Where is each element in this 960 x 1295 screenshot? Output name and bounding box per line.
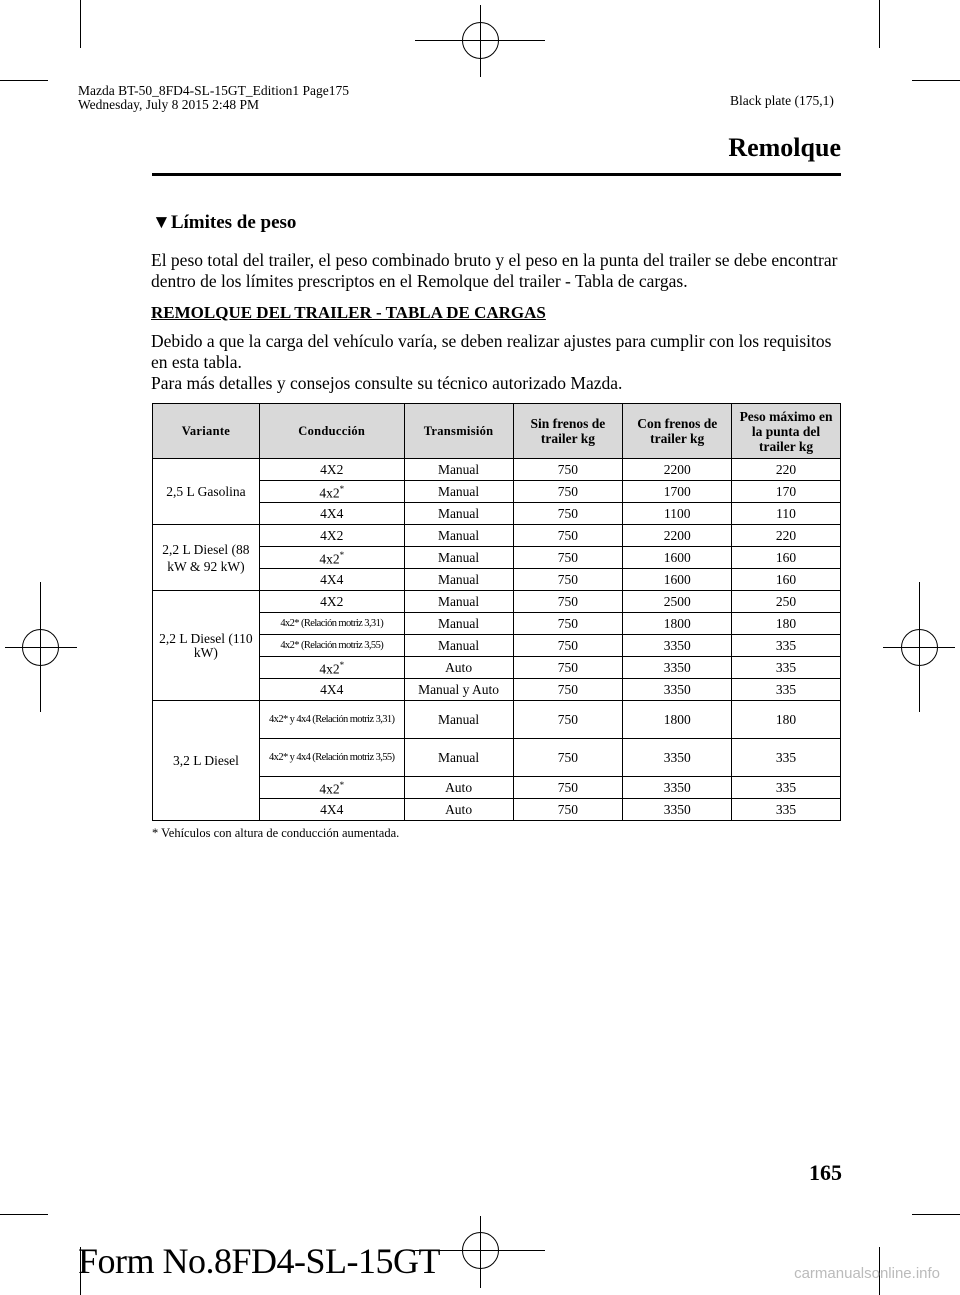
value-cell: Manual — [404, 503, 513, 525]
value-cell: 3350 — [623, 739, 732, 777]
drive-note: * — [339, 660, 345, 671]
drive-value: 4x2 — [269, 751, 283, 763]
table-header-row — [153, 404, 841, 459]
drive-cell — [259, 635, 404, 657]
value-cell: Auto — [404, 657, 513, 679]
value-cell: 110 — [732, 503, 841, 525]
value-cell: 750 — [513, 635, 623, 657]
value-cell: Manual — [404, 613, 513, 635]
intro-paragraph: El peso total del trailer, el peso combinado bruto y el peso en la punta del trailer se debe encontrar dentro de los límites prescriptos en el Remolque del trailer - Tabla de cargas. — [151, 250, 838, 291]
value-cell: 335 — [732, 657, 841, 679]
drive-cell — [259, 525, 404, 547]
drive-cell — [259, 613, 404, 635]
value-cell: Manual — [404, 569, 513, 591]
crop-mark — [912, 80, 960, 81]
drive-value: 4X4 — [320, 505, 344, 521]
drive-value: 4X4 — [320, 681, 344, 697]
value-cell: 750 — [513, 777, 623, 799]
value-cell: Manual — [404, 481, 513, 503]
subsection-heading — [152, 212, 296, 234]
value-cell: 3350 — [623, 799, 732, 821]
value-cell: Manual — [404, 547, 513, 569]
drive-note: * (Relación motriz 3,31) — [294, 617, 384, 629]
value-cell: 3350 — [623, 635, 732, 657]
value-cell: 335 — [732, 679, 841, 701]
value-cell: Auto — [404, 799, 513, 821]
drive-value: 4x2 — [319, 551, 340, 567]
value-cell: 335 — [732, 739, 841, 777]
variant-cell: 2,2 L Diesel (110 kW) — [153, 591, 260, 701]
value-cell: 335 — [732, 635, 841, 657]
value-cell: 180 — [732, 701, 841, 739]
plate-label: Black plate (175,1) — [730, 93, 834, 108]
value-cell: 750 — [513, 739, 623, 777]
drive-cell — [259, 569, 404, 591]
drive-note: * y 4x4 (Relación motriz 3,31) — [282, 713, 395, 725]
value-cell: 750 — [513, 569, 623, 591]
table-body — [153, 459, 841, 821]
form-number: Form No.8FD4-SL-15GT — [78, 1241, 441, 1281]
drive-value: 4x2 — [280, 617, 295, 629]
col-header: Sin frenos de trailer kg — [513, 404, 623, 459]
drive-value: 4x2 — [319, 485, 340, 501]
value-cell: 750 — [513, 525, 623, 547]
value-cell: 1800 — [623, 613, 732, 635]
page-number: 165 — [809, 1160, 842, 1185]
col-header: Transmisión — [404, 404, 513, 459]
drive-value: 4X4 — [320, 571, 344, 587]
value-cell: Manual — [404, 635, 513, 657]
value-cell: 3350 — [623, 657, 732, 679]
drive-note: * — [339, 550, 345, 561]
value-cell: 220 — [732, 459, 841, 481]
value-cell: 160 — [732, 547, 841, 569]
drive-note: * — [339, 484, 345, 495]
crop-mark — [879, 0, 880, 48]
variant-cell: 3,2 L Diesel — [153, 701, 260, 821]
table-row — [153, 591, 841, 613]
drive-cell — [259, 503, 404, 525]
drive-cell — [259, 739, 404, 777]
drive-note: * y 4x4 (Relación motriz 3,55) — [282, 751, 395, 763]
variant-cell: 2,2 L Diesel (88 kW & 92 kW) — [153, 525, 260, 591]
value-cell: Manual — [404, 459, 513, 481]
crop-mark — [80, 0, 81, 48]
value-cell: 335 — [732, 799, 841, 821]
body-paragraph-1: Debido a que la carga del vehículo varía, se deben realizar ajustes para cumplir con los requisitos en esta tabla. — [151, 331, 832, 372]
drive-note: * — [339, 780, 345, 791]
drive-cell — [259, 701, 404, 739]
value-cell: 2500 — [623, 591, 732, 613]
value-cell: 1600 — [623, 547, 732, 569]
value-cell: 2200 — [623, 459, 732, 481]
value-cell: 750 — [513, 547, 623, 569]
crop-mark — [0, 80, 48, 81]
value-cell: 750 — [513, 613, 623, 635]
value-cell: Manual — [404, 739, 513, 777]
drive-cell — [259, 547, 404, 569]
value-cell: Manual — [404, 525, 513, 547]
table-heading: REMOLQUE DEL TRAILER - TABLA DE CARGAS — [151, 303, 546, 322]
value-cell: Auto — [404, 777, 513, 799]
drive-value: 4X4 — [320, 801, 344, 817]
drive-cell — [259, 799, 404, 821]
value-cell: 750 — [513, 591, 623, 613]
drive-cell — [259, 481, 404, 503]
drive-value: 4x2 — [319, 781, 340, 797]
table-row — [153, 525, 841, 547]
value-cell: Manual — [404, 701, 513, 739]
value-cell: 750 — [513, 679, 623, 701]
registration-circle — [901, 629, 938, 666]
registration-circle — [462, 1232, 499, 1269]
value-cell: 1800 — [623, 701, 732, 739]
section-rule — [152, 173, 841, 176]
drive-cell — [259, 679, 404, 701]
drive-value: 4X2 — [320, 461, 344, 477]
drive-note: * (Relación motriz 3,55) — [294, 639, 384, 651]
drive-cell — [259, 777, 404, 799]
drive-value: 4X2 — [320, 527, 344, 543]
drive-value: 4X2 — [320, 593, 344, 609]
value-cell: 2200 — [623, 525, 732, 547]
table-row — [153, 701, 841, 739]
value-cell: Manual — [404, 591, 513, 613]
registration-circle — [462, 22, 499, 59]
table-row — [153, 459, 841, 481]
value-cell: 750 — [513, 701, 623, 739]
value-cell: Manual y Auto — [404, 679, 513, 701]
crop-mark — [0, 1214, 48, 1215]
triangle-down-icon: ▼ — [152, 212, 171, 233]
value-cell: 1100 — [623, 503, 732, 525]
drive-cell — [259, 657, 404, 679]
body-paragraph-2: Para más detalles y consejos consulte su técnico autorizado Mazda. — [151, 373, 623, 393]
value-cell: 170 — [732, 481, 841, 503]
col-header: Peso máximo en la punta del trailer kg — [732, 404, 841, 459]
registration-circle — [22, 629, 59, 666]
watermark: carmanualsonline.info — [794, 1265, 940, 1282]
value-cell: 1700 — [623, 481, 732, 503]
drive-value: 4x2 — [280, 639, 295, 651]
print-file-line: Mazda BT-50_8FD4-SL-15GT_Edition1 Page175 — [78, 83, 349, 98]
value-cell: 335 — [732, 777, 841, 799]
footnote: * Vehículos con altura de conducción aumentada. — [152, 826, 400, 840]
drive-value: 4x2 — [319, 661, 340, 677]
value-cell: 250 — [732, 591, 841, 613]
col-header: Variante — [153, 404, 260, 459]
value-cell: 750 — [513, 657, 623, 679]
value-cell: 750 — [513, 459, 623, 481]
drive-cell — [259, 591, 404, 613]
col-header: Conducción — [259, 404, 404, 459]
value-cell: 750 — [513, 799, 623, 821]
crop-mark — [912, 1214, 960, 1215]
value-cell: 220 — [732, 525, 841, 547]
value-cell: 750 — [513, 503, 623, 525]
value-cell: 1600 — [623, 569, 732, 591]
subsection-title: Límites de peso — [170, 212, 297, 233]
section-title: Remolque — [728, 133, 841, 162]
variant-cell: 2,5 L Gasolina — [153, 459, 260, 525]
load-table — [152, 403, 841, 821]
value-cell: 180 — [732, 613, 841, 635]
value-cell: 3350 — [623, 777, 732, 799]
drive-cell — [259, 459, 404, 481]
value-cell: 3350 — [623, 679, 732, 701]
drive-value: 4x2 — [269, 713, 283, 725]
value-cell: 750 — [513, 481, 623, 503]
col-header: Con frenos de trailer kg — [623, 404, 732, 459]
value-cell: 160 — [732, 569, 841, 591]
print-date-line: Wednesday, July 8 2015 2:48 PM — [78, 97, 260, 112]
